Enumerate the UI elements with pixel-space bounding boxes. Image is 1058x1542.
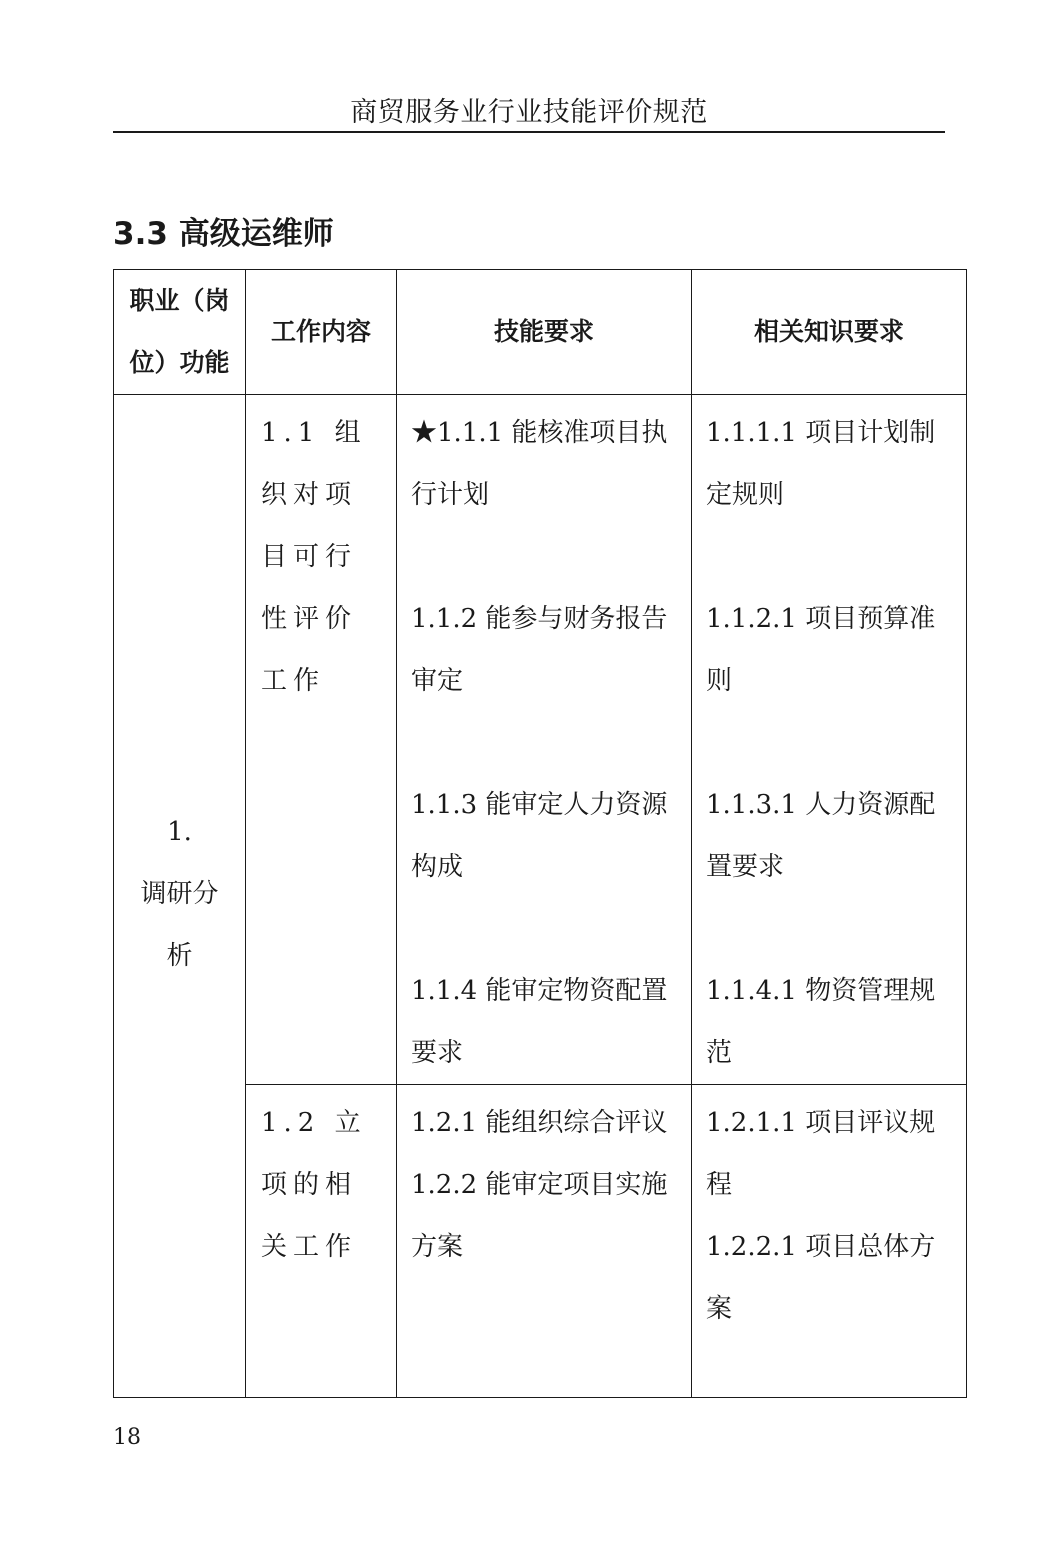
knowledge-item: 1.1.2.1 项目预算准则 [706,604,936,696]
table-row [114,395,967,1085]
knowledge-item: 1.1.1.1 项目计划制定规则 [706,418,936,510]
work-content-text: 1.1 组织对项目可行性评价工作 [261,418,367,696]
function-name: 调研分析 [140,879,219,971]
skill-item: 1.1.3 能审定人力资源构成 [411,790,668,882]
table-header-row [114,270,967,395]
column-header-skills: 技能要求 [397,270,692,395]
skill-item: 1.1.4 能审定物资配置要求 [411,976,668,1068]
skills-cell [397,1085,692,1398]
knowledge-item: 1.2.1.1 项目评议规程 [706,1108,936,1200]
skill-spec-table [113,269,967,1398]
skills-cell [397,395,692,1085]
knowledge-item: 1.2.2.1 项目总体方案 [706,1232,936,1324]
column-header-content: 工作内容 [246,270,397,395]
knowledge-cell [692,395,967,1085]
function-cell [114,395,246,1398]
running-header-title: 商贸服务业行业技能评价规范 [350,97,708,128]
column-header-knowledge: 相关知识要求 [692,270,967,395]
work-content-text: 1.2 立项的相关工作 [261,1108,367,1262]
page-number: 18 [113,1425,141,1450]
function-number: 1. [167,817,192,847]
skill-item: 1.1.2 能参与财务报告审定 [411,604,668,696]
work-content-cell [246,395,397,1085]
work-content-cell [246,1085,397,1398]
skill-item: 1.2.2 能审定项目实施方案 [411,1170,668,1262]
section-heading: 3.3 高级运维师 [113,216,334,252]
knowledge-item: 1.1.4.1 物资管理规范 [706,976,936,1068]
knowledge-item: 1.1.3.1 人力资源配置要求 [706,790,936,882]
skill-item: ★1.1.1 能核准项目执行计划 [411,418,668,510]
skill-item: 1.2.1 能组织综合评议 [411,1108,668,1138]
header-rule [113,131,945,133]
knowledge-cell [692,1085,967,1398]
column-header-function: 职业（岗位）功能 [114,270,246,395]
